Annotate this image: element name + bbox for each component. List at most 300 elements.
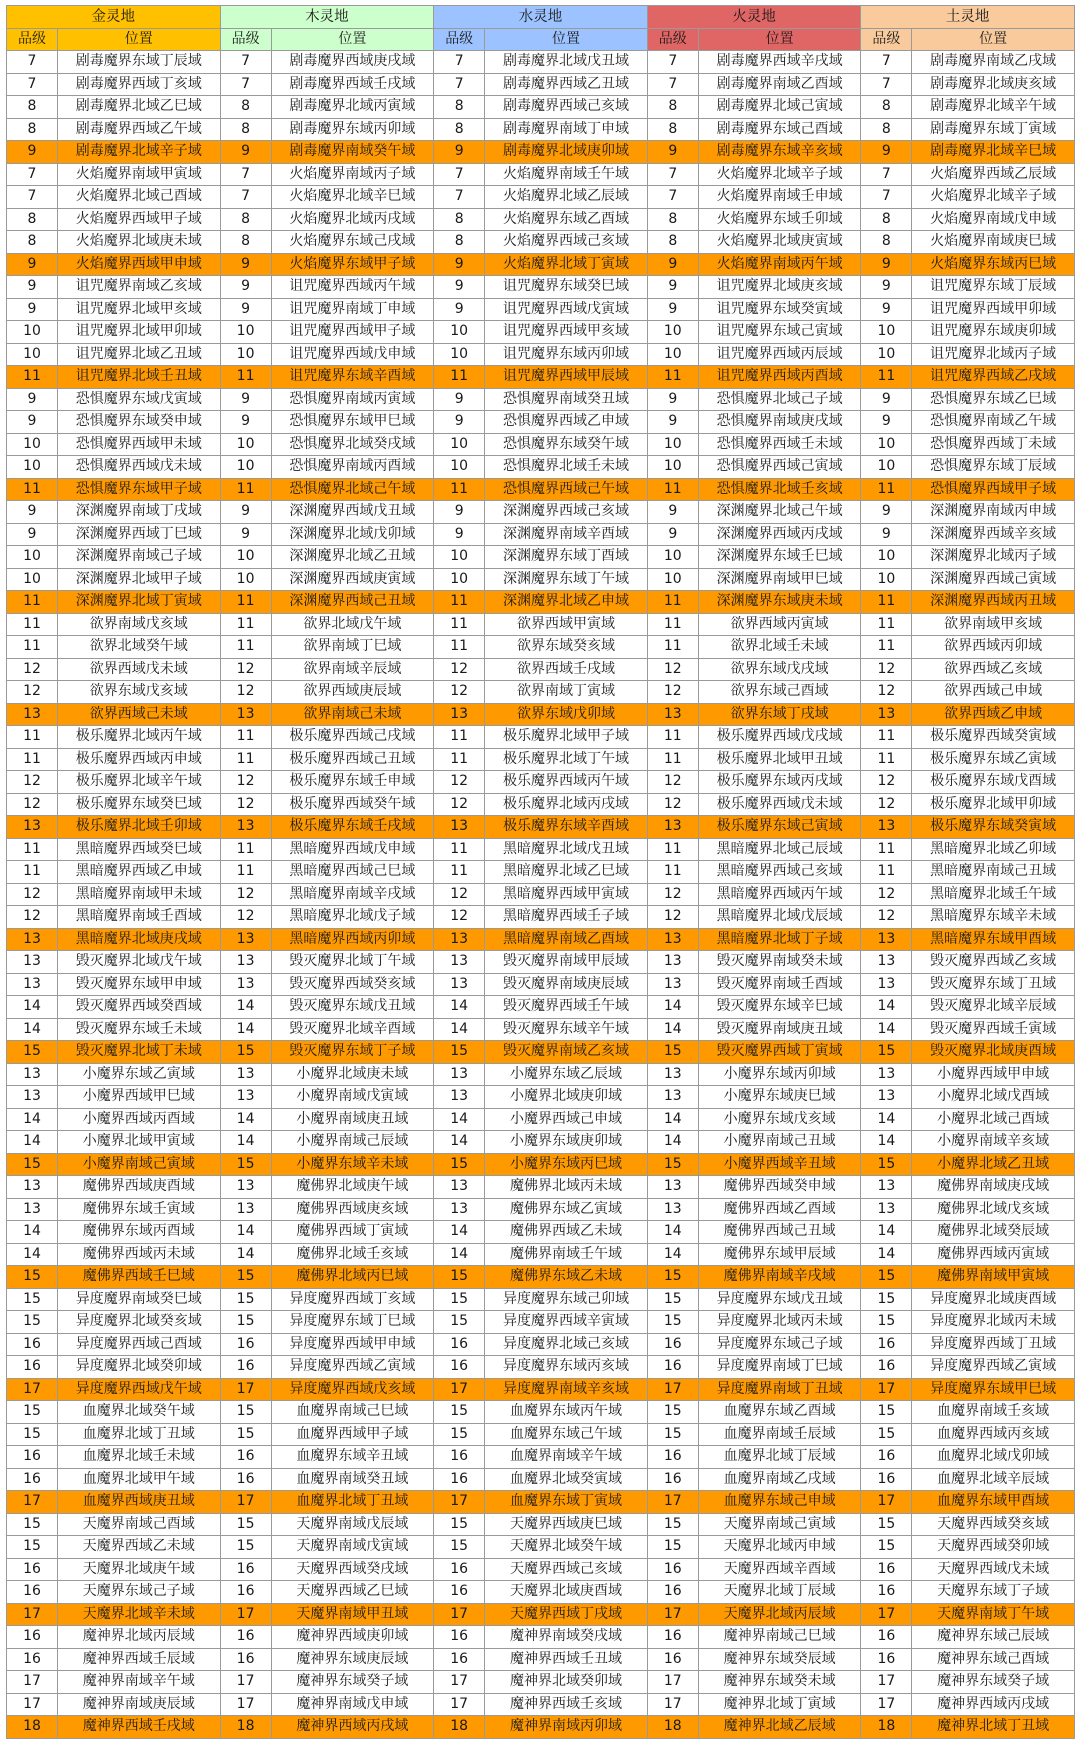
grade-cell[interactable]: 11	[647, 591, 698, 614]
grade-cell[interactable]: 16	[220, 1446, 271, 1469]
location-cell[interactable]: 血魔界东域己申域	[698, 1491, 861, 1514]
location-cell[interactable]: 小魔界北域庚未域	[271, 1063, 434, 1086]
grade-cell[interactable]: 15	[434, 1041, 485, 1064]
location-cell[interactable]: 小魔界东域丙卯域	[698, 1063, 861, 1086]
location-cell[interactable]: 恐惧魔界西域乙申域	[485, 411, 648, 434]
location-cell[interactable]: 诅咒魔界西域戊申域	[271, 343, 434, 366]
grade-cell[interactable]: 13	[647, 816, 698, 839]
location-cell[interactable]: 血魔界东域甲酉域	[912, 1491, 1075, 1514]
location-cell[interactable]: 诅咒魔界北域甲亥域	[58, 298, 221, 321]
location-cell[interactable]: 恐惧魔界北域癸戌域	[271, 433, 434, 456]
location-cell[interactable]: 天魔界南域己酉域	[58, 1513, 221, 1536]
location-cell[interactable]: 异度魔界东域丙亥域	[485, 1356, 648, 1379]
location-cell[interactable]: 魔佛界东域丙酉域	[58, 1221, 221, 1244]
location-cell[interactable]: 异度魔界西域乙寅域	[912, 1356, 1075, 1379]
location-cell[interactable]: 欲界东域戊亥域	[58, 681, 221, 704]
location-cell[interactable]: 火焰魔界北域辛巳域	[271, 186, 434, 209]
location-cell[interactable]: 火焰魔界南域丙子域	[271, 163, 434, 186]
location-cell[interactable]: 黑暗魔界南域乙酉域	[485, 928, 648, 951]
grade-cell[interactable]: 17	[647, 1491, 698, 1514]
location-cell[interactable]: 欲界东域戊戌域	[698, 658, 861, 681]
location-cell[interactable]: 魔佛界西域丙未域	[58, 1243, 221, 1266]
grade-cell[interactable]: 14	[7, 1131, 58, 1154]
grade-cell[interactable]: 8	[647, 118, 698, 141]
location-cell[interactable]: 小魔界东域乙寅域	[58, 1063, 221, 1086]
grade-cell[interactable]: 16	[861, 1333, 912, 1356]
grade-cell[interactable]: 13	[647, 951, 698, 974]
grade-cell[interactable]: 15	[647, 1266, 698, 1289]
location-cell[interactable]: 深渊魔界西域丙戌域	[698, 523, 861, 546]
grade-cell[interactable]: 9	[861, 523, 912, 546]
grade-cell[interactable]: 16	[647, 1648, 698, 1671]
grade-cell[interactable]: 10	[220, 343, 271, 366]
grade-cell[interactable]: 11	[861, 366, 912, 389]
grade-cell[interactable]: 16	[220, 1626, 271, 1649]
grade-cell[interactable]: 14	[220, 1131, 271, 1154]
location-cell[interactable]: 黑暗魔界北域乙卯域	[912, 838, 1075, 861]
grade-cell[interactable]: 10	[220, 433, 271, 456]
location-cell[interactable]: 深渊魔界西域辛亥域	[912, 523, 1075, 546]
grade-cell[interactable]: 13	[220, 1176, 271, 1199]
location-cell[interactable]: 魔佛界南域庚戌域	[912, 1176, 1075, 1199]
grade-cell[interactable]: 12	[220, 658, 271, 681]
grade-cell[interactable]: 13	[220, 816, 271, 839]
grade-cell[interactable]: 9	[7, 276, 58, 299]
location-cell[interactable]: 魔神界北域丁寅域	[698, 1693, 861, 1716]
location-cell[interactable]: 火焰魔界北域丁寅域	[485, 253, 648, 276]
location-cell[interactable]: 异度魔界西域戊亥域	[271, 1378, 434, 1401]
location-cell[interactable]: 小魔界西域甲申域	[912, 1063, 1075, 1086]
location-cell[interactable]: 血魔界北域甲午域	[58, 1468, 221, 1491]
location-cell[interactable]: 天魔界东域丁子域	[912, 1581, 1075, 1604]
location-cell[interactable]: 剧毒魔界南域乙戌域	[912, 51, 1075, 74]
location-cell[interactable]: 欲界南域丁寅域	[485, 681, 648, 704]
grade-cell[interactable]: 15	[861, 1401, 912, 1424]
location-cell[interactable]: 深渊魔界东域壬巳域	[698, 546, 861, 569]
location-cell[interactable]: 剧毒魔界北域辛子域	[58, 141, 221, 164]
location-cell[interactable]: 异度魔界北域庚酉域	[912, 1288, 1075, 1311]
grade-cell[interactable]: 16	[220, 1356, 271, 1379]
grade-cell[interactable]: 10	[7, 568, 58, 591]
grade-cell[interactable]: 18	[220, 1716, 271, 1739]
grade-cell[interactable]: 10	[861, 343, 912, 366]
grade-cell[interactable]: 16	[7, 1446, 58, 1469]
location-cell[interactable]: 诅咒魔界东域癸巳域	[485, 276, 648, 299]
grade-cell[interactable]: 15	[7, 1288, 58, 1311]
grade-cell[interactable]: 7	[861, 163, 912, 186]
grade-cell[interactable]: 15	[861, 1513, 912, 1536]
location-cell[interactable]: 剧毒魔界北域丙寅域	[271, 96, 434, 119]
location-cell[interactable]: 剧毒魔界北域己寅域	[698, 96, 861, 119]
grade-cell[interactable]: 13	[7, 1176, 58, 1199]
location-cell[interactable]: 诅咒魔界西域戊寅域	[485, 298, 648, 321]
location-cell[interactable]: 魔神界东域癸未域	[698, 1671, 861, 1694]
grade-cell[interactable]: 7	[7, 51, 58, 74]
grade-cell[interactable]: 7	[220, 73, 271, 96]
location-cell[interactable]: 诅咒魔界西域甲卯域	[912, 298, 1075, 321]
grade-cell[interactable]: 17	[220, 1491, 271, 1514]
location-cell[interactable]: 欲界北域戊午域	[271, 613, 434, 636]
location-cell[interactable]: 诅咒魔界东域己寅域	[698, 321, 861, 344]
grade-cell[interactable]: 13	[434, 1086, 485, 1109]
location-cell[interactable]: 极乐魔界西域己丑域	[271, 748, 434, 771]
location-cell[interactable]: 欲界南域戊亥域	[58, 613, 221, 636]
location-cell[interactable]: 诅咒魔界西域丙酉域	[698, 366, 861, 389]
grade-cell[interactable]: 12	[7, 681, 58, 704]
grade-cell[interactable]: 10	[220, 568, 271, 591]
grade-cell[interactable]: 8	[647, 96, 698, 119]
grade-cell[interactable]: 16	[434, 1648, 485, 1671]
grade-cell[interactable]: 12	[861, 906, 912, 929]
location-cell[interactable]: 毁灭魔界南域癸未域	[698, 951, 861, 974]
grade-cell[interactable]: 18	[7, 1716, 58, 1739]
grade-cell[interactable]: 14	[861, 1108, 912, 1131]
grade-cell[interactable]: 15	[220, 1041, 271, 1064]
grade-cell[interactable]: 7	[434, 186, 485, 209]
location-cell[interactable]: 诅咒魔界西域丙辰域	[698, 343, 861, 366]
location-cell[interactable]: 异度魔界东域己卯域	[485, 1288, 648, 1311]
grade-cell[interactable]: 9	[434, 253, 485, 276]
location-cell[interactable]: 毁灭魔界南域庚丑域	[698, 1018, 861, 1041]
location-cell[interactable]: 剧毒魔界西域己亥域	[485, 96, 648, 119]
grade-cell[interactable]: 12	[434, 771, 485, 794]
location-cell[interactable]: 极乐魔界东域丙戌域	[698, 771, 861, 794]
grade-cell[interactable]: 9	[647, 501, 698, 524]
grade-cell[interactable]: 9	[861, 276, 912, 299]
location-cell[interactable]: 天魔界西域乙未域	[58, 1536, 221, 1559]
grade-cell[interactable]: 15	[861, 1266, 912, 1289]
location-cell[interactable]: 血魔界北域丁丑域	[271, 1491, 434, 1514]
location-cell[interactable]: 极乐魔界东域乙寅域	[912, 748, 1075, 771]
grade-cell[interactable]: 7	[220, 51, 271, 74]
grade-cell[interactable]: 11	[434, 838, 485, 861]
location-cell[interactable]: 小魔界北域戊酉域	[912, 1086, 1075, 1109]
location-cell[interactable]: 魔神界西域壬辰域	[58, 1648, 221, 1671]
location-cell[interactable]: 魔神界西域丙戌域	[271, 1716, 434, 1739]
grade-cell[interactable]: 13	[861, 703, 912, 726]
location-cell[interactable]: 深渊魔界北域丙子域	[912, 546, 1075, 569]
grade-cell[interactable]: 16	[647, 1468, 698, 1491]
location-cell[interactable]: 剧毒魔界西域乙午域	[58, 118, 221, 141]
grade-cell[interactable]: 16	[7, 1356, 58, 1379]
location-cell[interactable]: 诅咒魔界北域庚亥域	[698, 276, 861, 299]
location-cell[interactable]: 天魔界西域辛酉域	[698, 1558, 861, 1581]
grade-cell[interactable]: 13	[647, 1198, 698, 1221]
location-cell[interactable]: 天魔界南域甲丑域	[271, 1603, 434, 1626]
grade-cell[interactable]: 17	[7, 1693, 58, 1716]
grade-cell[interactable]: 8	[220, 118, 271, 141]
grade-cell[interactable]: 16	[434, 1446, 485, 1469]
grade-cell[interactable]: 15	[647, 1423, 698, 1446]
location-cell[interactable]: 欲界南域甲亥域	[912, 613, 1075, 636]
grade-cell[interactable]: 13	[434, 951, 485, 974]
grade-cell[interactable]: 7	[434, 73, 485, 96]
grade-cell[interactable]: 7	[647, 73, 698, 96]
location-cell[interactable]: 异度魔界西域丁丑域	[912, 1333, 1075, 1356]
grade-cell[interactable]: 9	[220, 523, 271, 546]
grade-cell[interactable]: 16	[861, 1581, 912, 1604]
location-cell[interactable]: 剧毒魔界西域壬戌域	[271, 73, 434, 96]
location-cell[interactable]: 黑暗魔界南域己丑域	[912, 861, 1075, 884]
location-cell[interactable]: 欲界西域丙寅域	[698, 613, 861, 636]
grade-cell[interactable]: 17	[7, 1603, 58, 1626]
grade-cell[interactable]: 13	[861, 816, 912, 839]
location-cell[interactable]: 毁灭魔界西域丁寅域	[698, 1041, 861, 1064]
grade-cell[interactable]: 13	[647, 1063, 698, 1086]
location-cell[interactable]: 诅咒魔界北域壬丑域	[58, 366, 221, 389]
grade-cell[interactable]: 11	[647, 636, 698, 659]
grade-cell[interactable]: 17	[434, 1491, 485, 1514]
location-cell[interactable]: 异度魔界西域戊午域	[58, 1378, 221, 1401]
location-cell[interactable]: 深渊魔界西域己丑域	[271, 591, 434, 614]
location-cell[interactable]: 欲界南域己未域	[271, 703, 434, 726]
location-cell[interactable]: 毁灭魔界东域戊丑域	[271, 996, 434, 1019]
location-cell[interactable]: 异度魔界西域甲申域	[271, 1333, 434, 1356]
grade-cell[interactable]: 11	[647, 613, 698, 636]
grade-cell[interactable]: 9	[647, 141, 698, 164]
grade-cell[interactable]: 9	[220, 411, 271, 434]
grade-cell[interactable]: 17	[220, 1378, 271, 1401]
grade-cell[interactable]: 14	[220, 1221, 271, 1244]
location-cell[interactable]: 魔神界南域丙卯域	[485, 1716, 648, 1739]
grade-cell[interactable]: 15	[220, 1423, 271, 1446]
grade-cell[interactable]: 8	[7, 96, 58, 119]
grade-cell[interactable]: 11	[7, 366, 58, 389]
location-cell[interactable]: 异度魔界南域丁巳域	[698, 1356, 861, 1379]
location-cell[interactable]: 极乐魔界北域甲子域	[485, 726, 648, 749]
location-cell[interactable]: 魔神界南域戊申域	[271, 1693, 434, 1716]
grade-cell[interactable]: 16	[7, 1581, 58, 1604]
location-cell[interactable]: 黑暗魔界西域癸巳域	[58, 838, 221, 861]
grade-cell[interactable]: 10	[7, 456, 58, 479]
grade-cell[interactable]: 14	[434, 1018, 485, 1041]
location-cell[interactable]: 小魔界南域庚丑域	[271, 1108, 434, 1131]
location-cell[interactable]: 恐惧魔界东域甲子域	[58, 478, 221, 501]
grade-cell[interactable]: 12	[220, 793, 271, 816]
location-cell[interactable]: 小魔界南域辛亥域	[912, 1131, 1075, 1154]
grade-cell[interactable]: 9	[861, 501, 912, 524]
grade-cell[interactable]: 13	[220, 1198, 271, 1221]
grade-cell[interactable]: 14	[7, 1221, 58, 1244]
grade-cell[interactable]: 15	[861, 1423, 912, 1446]
location-cell[interactable]: 极乐魔界西域丙申域	[58, 748, 221, 771]
grade-cell[interactable]: 8	[647, 208, 698, 231]
location-cell[interactable]: 魔佛界西域丁寅域	[271, 1221, 434, 1244]
grade-cell[interactable]: 9	[434, 523, 485, 546]
location-cell[interactable]: 毁灭魔界西域癸酉域	[58, 996, 221, 1019]
location-cell[interactable]: 魔佛界北域癸辰域	[912, 1221, 1075, 1244]
location-cell[interactable]: 血魔界北域丁丑域	[58, 1423, 221, 1446]
location-cell[interactable]: 恐惧魔界东域癸午域	[485, 433, 648, 456]
grade-cell[interactable]: 14	[861, 1018, 912, 1041]
grade-cell[interactable]: 13	[7, 703, 58, 726]
location-cell[interactable]: 火焰魔界北域己酉域	[58, 186, 221, 209]
grade-cell[interactable]: 15	[434, 1423, 485, 1446]
location-cell[interactable]: 火焰魔界南域甲寅域	[58, 163, 221, 186]
location-cell[interactable]: 小魔界东域辛未域	[271, 1153, 434, 1176]
location-cell[interactable]: 毁灭魔界北域庚酉域	[912, 1041, 1075, 1064]
location-cell[interactable]: 欲界西域甲寅域	[485, 613, 648, 636]
grade-cell[interactable]: 10	[861, 568, 912, 591]
location-cell[interactable]: 欲界南域丁巳域	[271, 636, 434, 659]
grade-cell[interactable]: 14	[647, 996, 698, 1019]
location-cell[interactable]: 剧毒魔界南域乙酉域	[698, 73, 861, 96]
grade-cell[interactable]: 12	[861, 793, 912, 816]
location-cell[interactable]: 黑暗魔界西域己巳域	[271, 861, 434, 884]
location-cell[interactable]: 血魔界西域庚丑域	[58, 1491, 221, 1514]
location-cell[interactable]: 小魔界南域己丑域	[698, 1131, 861, 1154]
location-cell[interactable]: 血魔界南域癸丑域	[271, 1468, 434, 1491]
grade-cell[interactable]: 17	[434, 1603, 485, 1626]
grade-cell[interactable]: 11	[434, 366, 485, 389]
grade-cell[interactable]: 9	[434, 298, 485, 321]
location-cell[interactable]: 欲界西域丙卯域	[912, 636, 1075, 659]
grade-cell[interactable]: 14	[7, 1108, 58, 1131]
location-cell[interactable]: 深渊魔界西域丁巳域	[58, 523, 221, 546]
grade-cell[interactable]: 7	[220, 163, 271, 186]
location-cell[interactable]: 魔神界东域癸子域	[271, 1671, 434, 1694]
grade-cell[interactable]: 15	[434, 1266, 485, 1289]
grade-cell[interactable]: 15	[861, 1041, 912, 1064]
grade-cell[interactable]: 13	[647, 1176, 698, 1199]
grade-cell[interactable]: 15	[220, 1536, 271, 1559]
location-cell[interactable]: 异度魔界北域丙未域	[698, 1311, 861, 1334]
location-cell[interactable]: 恐惧魔界南域丙酉域	[271, 456, 434, 479]
location-cell[interactable]: 火焰魔界南域丙午域	[698, 253, 861, 276]
grade-cell[interactable]: 7	[7, 73, 58, 96]
grade-cell[interactable]: 13	[861, 1198, 912, 1221]
location-cell[interactable]: 恐惧魔界北域壬亥域	[698, 478, 861, 501]
grade-cell[interactable]: 9	[220, 276, 271, 299]
grade-cell[interactable]: 13	[7, 1086, 58, 1109]
location-cell[interactable]: 血魔界东域己午域	[485, 1423, 648, 1446]
location-cell[interactable]: 剧毒魔界东域丁寅域	[912, 118, 1075, 141]
grade-cell[interactable]: 12	[861, 771, 912, 794]
location-cell[interactable]: 黑暗魔界南域辛戌域	[271, 883, 434, 906]
grade-cell[interactable]: 15	[7, 1153, 58, 1176]
location-cell[interactable]: 魔神界北域乙辰域	[698, 1716, 861, 1739]
grade-cell[interactable]: 11	[861, 613, 912, 636]
location-cell[interactable]: 极乐魔界北域甲卯域	[912, 793, 1075, 816]
location-cell[interactable]: 深渊魔界南域甲巳域	[698, 568, 861, 591]
location-cell[interactable]: 血魔界北域癸午域	[58, 1401, 221, 1424]
grade-cell[interactable]: 10	[434, 546, 485, 569]
grade-cell[interactable]: 12	[647, 793, 698, 816]
grade-cell[interactable]: 11	[861, 861, 912, 884]
location-cell[interactable]: 魔神界南域己巳域	[698, 1626, 861, 1649]
grade-cell[interactable]: 11	[220, 478, 271, 501]
grade-cell[interactable]: 13	[7, 973, 58, 996]
grade-cell[interactable]: 7	[861, 73, 912, 96]
grade-cell[interactable]: 8	[7, 118, 58, 141]
location-cell[interactable]: 血魔界北域癸寅域	[485, 1468, 648, 1491]
location-cell[interactable]: 小魔界南域戊寅域	[271, 1086, 434, 1109]
grade-cell[interactable]: 10	[434, 568, 485, 591]
location-cell[interactable]: 诅咒魔界西域甲亥域	[485, 321, 648, 344]
location-cell[interactable]: 诅咒魔界北域丙子域	[912, 343, 1075, 366]
grade-cell[interactable]: 15	[434, 1536, 485, 1559]
grade-cell[interactable]: 15	[7, 1401, 58, 1424]
grade-cell[interactable]: 8	[220, 96, 271, 119]
location-cell[interactable]: 天魔界北域癸午域	[485, 1536, 648, 1559]
location-cell[interactable]: 火焰魔界东域甲子域	[271, 253, 434, 276]
grade-cell[interactable]: 12	[647, 906, 698, 929]
grade-cell[interactable]: 17	[861, 1693, 912, 1716]
location-cell[interactable]: 魔佛界西域己丑域	[698, 1221, 861, 1244]
location-cell[interactable]: 天魔界西域庚巳域	[485, 1513, 648, 1536]
location-cell[interactable]: 欲界东域癸亥域	[485, 636, 648, 659]
grade-cell[interactable]: 15	[7, 1041, 58, 1064]
location-cell[interactable]: 毁灭魔界东域辛巳域	[698, 996, 861, 1019]
grade-cell[interactable]: 17	[434, 1693, 485, 1716]
location-cell[interactable]: 恐惧魔界东域戊寅域	[58, 388, 221, 411]
location-cell[interactable]: 深渊魔界北域戊卯域	[271, 523, 434, 546]
grade-cell[interactable]: 14	[647, 1108, 698, 1131]
grade-cell[interactable]: 14	[861, 996, 912, 1019]
location-cell[interactable]: 毁灭魔界北域丁午域	[271, 951, 434, 974]
location-cell[interactable]: 火焰魔界北域辛子域	[912, 186, 1075, 209]
grade-cell[interactable]: 15	[647, 1288, 698, 1311]
location-cell[interactable]: 诅咒魔界东域癸寅域	[698, 298, 861, 321]
location-cell[interactable]: 火焰魔界东域壬卯域	[698, 208, 861, 231]
grade-cell[interactable]: 9	[861, 253, 912, 276]
location-cell[interactable]: 小魔界东域乙辰域	[485, 1063, 648, 1086]
grade-cell[interactable]: 12	[647, 883, 698, 906]
grade-cell[interactable]: 15	[434, 1288, 485, 1311]
location-cell[interactable]: 异度魔界西域辛寅域	[485, 1311, 648, 1334]
grade-cell[interactable]: 11	[647, 366, 698, 389]
grade-cell[interactable]: 8	[861, 208, 912, 231]
grade-cell[interactable]: 13	[434, 1063, 485, 1086]
location-cell[interactable]: 小魔界北域乙丑域	[912, 1153, 1075, 1176]
grade-cell[interactable]: 13	[220, 951, 271, 974]
location-cell[interactable]: 火焰魔界东域丙巳域	[912, 253, 1075, 276]
location-cell[interactable]: 深渊魔界西域庚寅域	[271, 568, 434, 591]
location-cell[interactable]: 魔佛界北域戊亥域	[912, 1198, 1075, 1221]
location-cell[interactable]: 血魔界北域壬未域	[58, 1446, 221, 1469]
location-cell[interactable]: 天魔界南域己寅域	[698, 1513, 861, 1536]
grade-cell[interactable]: 15	[434, 1401, 485, 1424]
grade-cell[interactable]: 11	[220, 613, 271, 636]
location-cell[interactable]: 魔佛界北域庚午域	[271, 1176, 434, 1199]
location-cell[interactable]: 欲界西域乙亥域	[912, 658, 1075, 681]
location-cell[interactable]: 极乐魔界西域戊戌域	[698, 726, 861, 749]
location-cell[interactable]: 深渊魔界东域丁酉域	[485, 546, 648, 569]
grade-cell[interactable]: 14	[434, 1221, 485, 1244]
location-cell[interactable]: 黑暗魔界西域丙卯域	[271, 928, 434, 951]
grade-cell[interactable]: 11	[7, 838, 58, 861]
location-cell[interactable]: 极乐魔界西域癸寅域	[912, 726, 1075, 749]
grade-cell[interactable]: 12	[434, 883, 485, 906]
location-cell[interactable]: 魔佛界东域乙未域	[485, 1266, 648, 1289]
location-cell[interactable]: 小魔界北域庚卯域	[485, 1086, 648, 1109]
grade-cell[interactable]: 9	[647, 411, 698, 434]
location-cell[interactable]: 极乐魔界东域癸寅域	[912, 816, 1075, 839]
location-cell[interactable]: 火焰魔界北域庚未域	[58, 231, 221, 254]
location-cell[interactable]: 剧毒魔界东域己酉域	[698, 118, 861, 141]
grade-cell[interactable]: 13	[220, 928, 271, 951]
location-cell[interactable]: 欲界北域癸午域	[58, 636, 221, 659]
grade-cell[interactable]: 15	[7, 1536, 58, 1559]
grade-cell[interactable]: 10	[861, 456, 912, 479]
grade-cell[interactable]: 15	[861, 1153, 912, 1176]
location-cell[interactable]: 毁灭魔界东域甲申域	[58, 973, 221, 996]
grade-cell[interactable]: 9	[647, 253, 698, 276]
location-cell[interactable]: 剧毒魔界南域丁申域	[485, 118, 648, 141]
location-cell[interactable]: 天魔界北域丙辰域	[698, 1603, 861, 1626]
grade-cell[interactable]: 14	[861, 1243, 912, 1266]
grade-cell[interactable]: 13	[7, 951, 58, 974]
